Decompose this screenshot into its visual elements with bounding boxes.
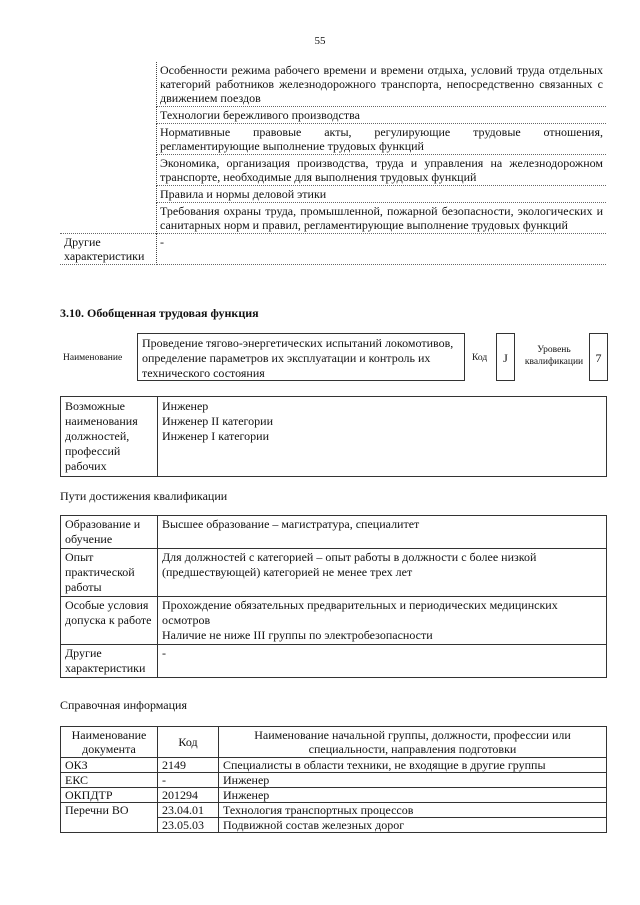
reference-table (60, 726, 607, 833)
positions-values (158, 397, 607, 477)
list-item: Инженер II категории (162, 414, 273, 428)
knowledge-table (60, 62, 606, 265)
admission-condition-2: Наличие не ниже III группы по электробезопасности (162, 628, 433, 642)
table-row-label: Образование и обучение (61, 516, 158, 549)
qualification-heading: Пути достижения квалификации (60, 489, 228, 503)
table-cell-doc: ОКПДТР (61, 788, 158, 803)
qualification-table (60, 515, 607, 678)
positions-label: Возможные наименования должностей, профессий рабочих (61, 397, 158, 477)
table-row-value: Высшее образование – магистратура, специалитет (158, 516, 607, 549)
table-row: Технологии бережливого производства (157, 107, 607, 124)
table-row-label: Другие характеристики (61, 645, 158, 678)
table-row-value: - (158, 645, 607, 678)
table-row: Требования охраны труда, промышленной, пожарной безопасности, экологических и санитарных норм и правил, регламентирующие выполнение трудовых функций (157, 203, 607, 234)
function-name-box: Проведение тягово-энергетических испытаний локомотивов, определение параметров их эксплуатации и контроль их технического состояния (137, 333, 465, 381)
table-cell-name: Специалисты в области техники, не входящие в другие группы (219, 758, 607, 773)
table-cell-code: 23.05.03 (158, 818, 219, 833)
table-cell-code: - (158, 773, 219, 788)
level-label: Уровень квалификации (524, 345, 584, 367)
table-label-cell (60, 62, 157, 234)
table-cell-code: 23.04.01 (158, 803, 219, 818)
column-header: Наименование начальной группы, должности, профессии или специальности, направления подготовки (219, 727, 607, 758)
table-cell-name: Подвижной состав железных дорог (219, 818, 607, 833)
table-row: Особенности режима рабочего времени и времени отдыха, условий труда отдельных категорий работников железнодорожного транспорта, непосредственно связанных с движением поездов (157, 62, 607, 107)
table-row: Правила и нормы деловой этики (157, 186, 607, 203)
table-row: Экономика, организация производства, труда и управления на железнодорожном транспорте, необходимые для выполнения трудовых функций (157, 155, 607, 186)
code-label: Код (472, 353, 488, 363)
table-cell-doc: ОКЗ (61, 758, 158, 773)
table-cell-code: 2149 (158, 758, 219, 773)
table-cell-code: 201294 (158, 788, 219, 803)
section-title: 3.10. Обобщенная трудовая функция (60, 306, 259, 320)
table-row-label: Опыт практической работы (61, 549, 158, 597)
positions-table (60, 396, 607, 477)
table-cell-doc: Перечни ВО (61, 803, 158, 833)
column-header: Наименование документа (61, 727, 158, 758)
other-characteristics-value: - (157, 234, 607, 265)
reference-heading: Справочная информация (60, 698, 187, 712)
list-item: Инженер I категории (162, 429, 269, 443)
column-header: Код (158, 727, 219, 758)
table-row: Нормативные правовые акты, регулирующие трудовые отношения, регламентирующие выполнение трудовых функций (157, 124, 607, 155)
table-cell-doc: ЕКС (61, 773, 158, 788)
level-box: 7 (589, 333, 608, 381)
code-box: J (496, 333, 515, 381)
table-row-value (158, 597, 607, 645)
other-characteristics-label: Другие характеристики (60, 234, 157, 265)
list-item: Инженер (162, 399, 209, 413)
table-cell-name: Технология транспортных процессов (219, 803, 607, 818)
admission-condition-1: Прохождение обязательных предварительных и периодических медицинских осмотров (162, 598, 558, 627)
table-cell-name: Инженер (219, 773, 607, 788)
page-number: 55 (314, 35, 326, 47)
table-row-value: Для должностей с категорией – опыт работы в должности с более низкой (предшествующей) категорией не менее трех лет (158, 549, 607, 597)
table-row-label: Особые условия допуска к работе (61, 597, 158, 645)
table-cell-name: Инженер (219, 788, 607, 803)
name-label: Наименование (63, 353, 123, 363)
